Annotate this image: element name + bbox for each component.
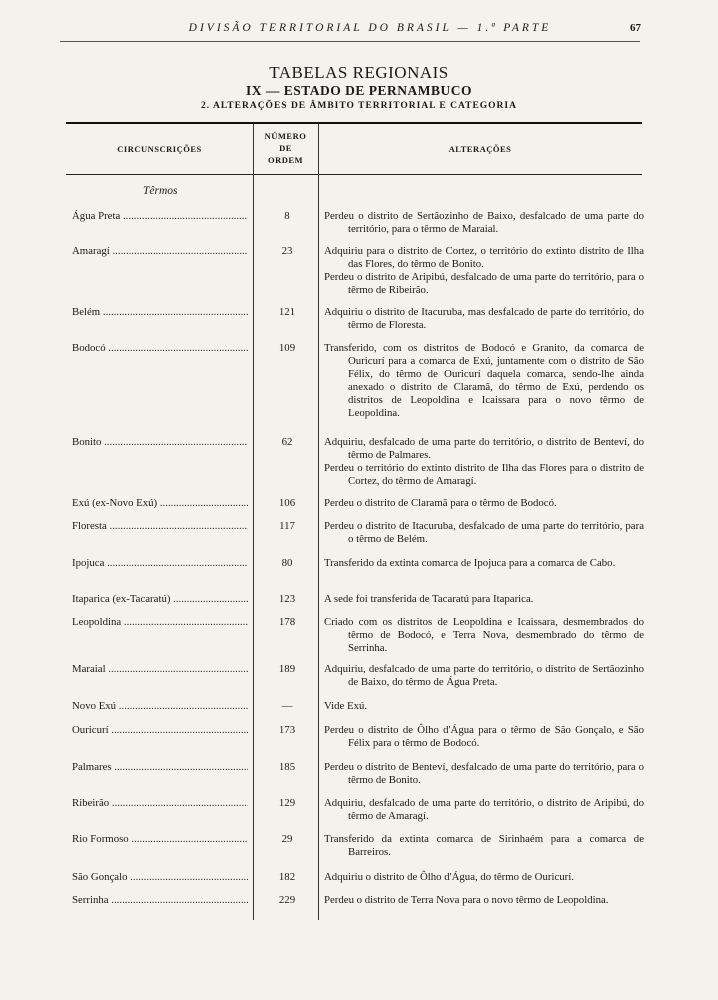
change-text: Perdeu o distrito de Claramã para o têrmo de Bodocó.	[324, 497, 557, 509]
column-header-numero-line: NÚMERO	[264, 131, 307, 141]
subheading-termos: Têrmos	[143, 185, 178, 197]
row-changes	[324, 306, 644, 332]
row-name: Novo Exú .....	[72, 700, 248, 713]
row-number: 182	[278, 871, 296, 883]
row-number: 189	[278, 663, 296, 675]
row-number: 109	[278, 342, 296, 354]
change-text: Adquiriu o distrito de Itacuruba, mas desfalcado de parte do território, do têrmo de Floresta.	[324, 306, 644, 331]
column-header-circunscricoes: CIRCUNSCRIÇÕES	[117, 144, 202, 154]
row-name: Belém .....	[72, 306, 248, 319]
row-number: 129	[278, 797, 296, 809]
row-name: Leopoldina .....	[72, 616, 248, 629]
change-text: Adquiriu, desfalcado de uma parte do território, o distrito de Benteví, do têrmo de Palmares.	[324, 436, 644, 461]
row-number: 80	[281, 557, 293, 569]
row-name: Floresta .....	[72, 520, 248, 533]
row-changes	[324, 797, 644, 823]
row-changes	[324, 724, 644, 750]
row-name: Exú (ex-Novo Exú) .....	[72, 497, 248, 510]
row-name: Ribeirão .....	[72, 797, 248, 810]
change-text: Perdeu o distrito de Aripibú, desfalcado de uma parte do território, para o têrmo de Ribeirão.	[324, 271, 644, 296]
row-name: Serrinha .....	[72, 894, 248, 907]
page-title: TABELAS REGIONAIS	[269, 63, 449, 82]
row-number: 185	[278, 761, 296, 773]
row-number: 123	[278, 593, 296, 605]
row-number: 62	[281, 436, 293, 448]
column-divider	[253, 124, 254, 920]
row-name: Ouricurí .....	[72, 724, 248, 737]
row-changes	[324, 663, 644, 689]
row-name: Itaparica (ex-Tacaratú) .....	[72, 593, 248, 606]
change-text: Perdeu o distrito de Benteví, desfalcado de uma parte do território, para o têrmo de Bonito.	[324, 761, 644, 786]
column-divider	[318, 124, 319, 920]
row-changes	[324, 557, 644, 570]
row-changes	[324, 871, 644, 884]
row-name: Ipojuca .....	[72, 557, 248, 570]
row-name: Rio Formoso .....	[72, 833, 248, 846]
row-changes	[324, 520, 644, 546]
row-changes	[324, 497, 644, 510]
change-text: Adquiriu, desfalcado de uma parte do território, o distrito de Aripibú, do têrmo de Amaragí.	[324, 797, 644, 822]
row-name: Água Preta .....	[72, 210, 248, 223]
column-header-alteracoes: ALTERAÇÕES	[448, 144, 512, 154]
change-text: Transferido, com os distritos de Bodocó e Granito, da comarca de Ouricurí para a comarca de Exú, juntamente com o distrito de São Félix, do têrmo de Ouricurí daquela comarca, sendo-lhe ainda anexado o distrito de Claramã, do têrmo de Exú, perdendo os distritos de Leopoldina e Icaissara para o novo têrmo de Leopoldina.	[324, 342, 644, 419]
row-changes	[324, 761, 644, 787]
table-header-rule	[66, 174, 642, 175]
column-header-numero	[253, 130, 318, 166]
row-name: Palmares .....	[72, 761, 248, 774]
change-text: A sede foi transferida de Tacaratú para Itaparica.	[324, 593, 534, 605]
change-text: Adquiriu, desfalcado de uma parte do território, o distrito de Sertãozinho de Baixo, do têrmo de Água Preta.	[324, 663, 644, 688]
row-changes	[324, 616, 644, 655]
change-text: Adquiriu para o distrito de Cortez, o território do extinto distrito de Ilha das Flores, do têrmo de Bonito.	[324, 245, 644, 270]
row-changes	[324, 593, 644, 606]
row-number: 178	[278, 616, 296, 628]
section-title: 2. ALTERAÇÕES DE ÂMBITO TERRITORIAL E CATEGORIA	[201, 101, 517, 111]
row-name: São Gonçalo .....	[72, 871, 248, 884]
change-text: Perdeu o território do extinto distrito de Ilha das Flores para o distrito de Cortez, do têrmo de Amaragí.	[324, 462, 644, 487]
row-changes	[324, 894, 644, 907]
row-name: Bodocó .....	[72, 342, 248, 355]
row-number: —	[281, 700, 293, 712]
row-changes	[324, 833, 644, 859]
change-text: Perdeu o distrito de Itacuruba, desfalcado de uma parte do território, para o têrmo de Belém.	[324, 520, 644, 545]
table-top-rule	[66, 122, 642, 124]
header-rule	[60, 41, 640, 42]
row-number: 121	[278, 306, 296, 318]
row-changes	[324, 245, 644, 297]
change-text: Perdeu o distrito de Terra Nova para o novo têrmo de Leopoldina.	[324, 894, 609, 906]
column-header-numero-line: DE	[279, 143, 292, 153]
row-number: 29	[281, 833, 293, 845]
state-title: IX — ESTADO DE PERNAMBUCO	[245, 83, 472, 98]
row-name: Maraial .....	[72, 663, 248, 676]
change-text: Perdeu o distrito de Sertãozinho de Baixo, desfalcado de uma parte do território, para o têrmo de Maraial.	[324, 210, 644, 235]
change-text: Adquiriu o distrito de Ôlho d'Água, do têrmo de Ouricurí.	[324, 871, 574, 883]
row-number: 117	[279, 520, 295, 532]
row-changes	[324, 700, 644, 713]
page-number: 67	[630, 22, 641, 34]
running-title: DIVISÃO TERRITORIAL DO BRASIL — 1.ª PARTE	[188, 22, 552, 34]
row-name: Bonito .....	[72, 436, 248, 449]
row-changes	[324, 436, 644, 488]
change-text: Transferido da extinta comarca de Ipojuca para a comarca de Cabo.	[324, 557, 616, 569]
row-name: Amaragí .....	[72, 245, 248, 258]
row-number: 229	[278, 894, 296, 906]
change-text: Transferido da extinta comarca de Sirinhaém para a comarca de Barreiros.	[324, 833, 644, 858]
row-number: 8	[284, 210, 290, 222]
change-text: Criado com os distritos de Leopoldina e Icaissara, desmembrados do têrmo de Bodocó, e Terra Nova, desmembrado do têrmo de Serrinha.	[324, 616, 644, 654]
column-header-numero-line: ORDEM	[267, 155, 304, 165]
row-changes	[324, 342, 644, 420]
row-number: 173	[278, 724, 296, 736]
row-changes	[324, 210, 644, 236]
row-number: 106	[278, 497, 296, 509]
change-text: Vide Exú.	[324, 700, 368, 712]
change-text: Perdeu o distrito de Ôlho d'Água para o têrmo de São Gonçalo, e São Félix para o têrmo de Bodocó.	[324, 724, 644, 749]
row-number: 23	[281, 245, 293, 257]
